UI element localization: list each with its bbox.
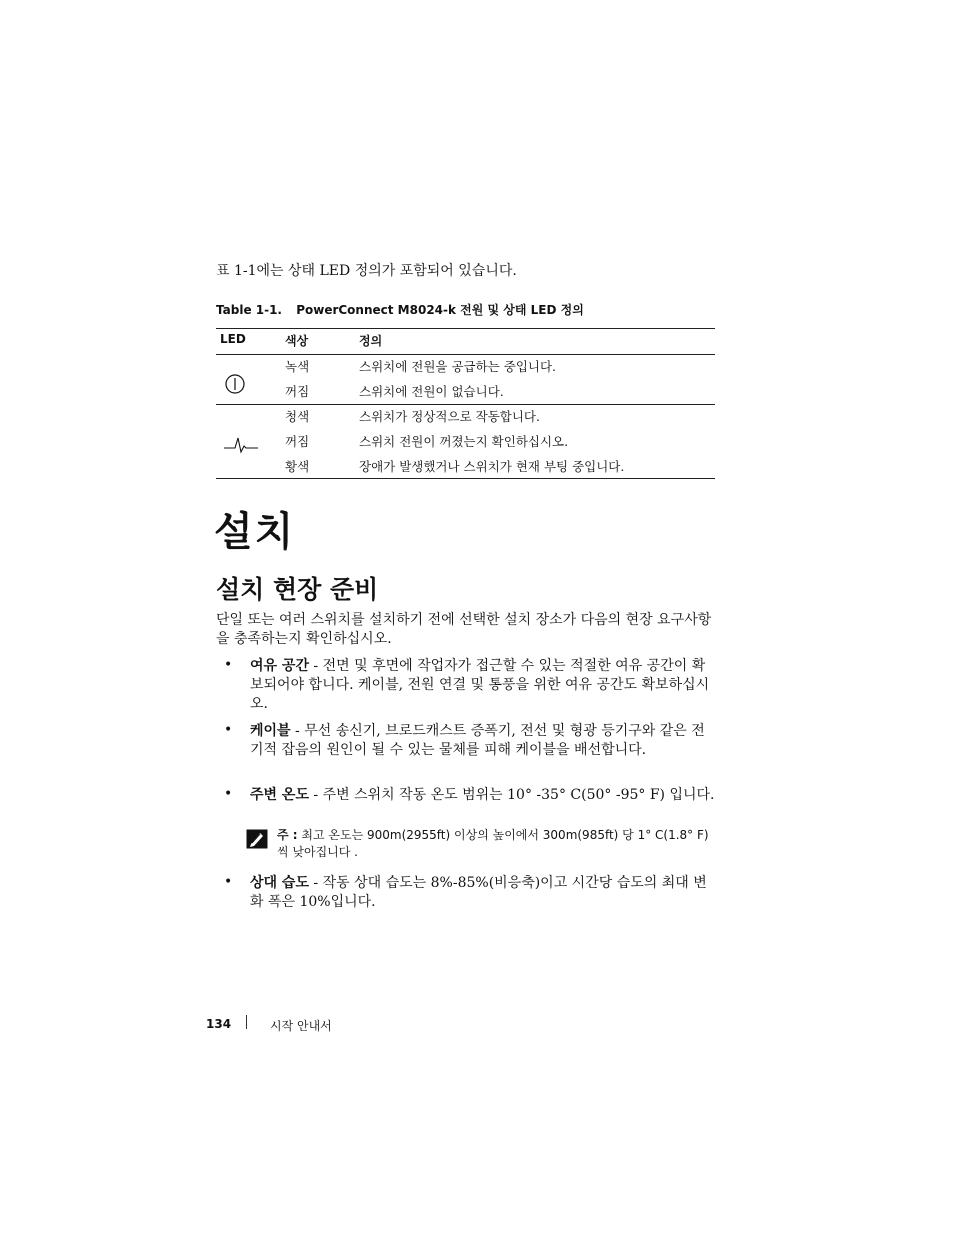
bullet-temperature	[250, 786, 716, 805]
header-led: LED	[220, 332, 246, 346]
bullet-term: 케이블	[250, 723, 291, 739]
table-caption	[216, 301, 584, 318]
power-row-1-definition: 스위치에 전원을 공급하는 중입니다.	[359, 359, 557, 374]
group-rule	[216, 404, 715, 405]
bullet-humidity	[250, 874, 716, 912]
power-row-2-definition: 스위치에 전원이 없습니다.	[359, 384, 504, 399]
bullet-clearance	[250, 657, 716, 714]
bullet-term: 여유 공간	[250, 658, 309, 674]
intro-text: 표 1-1에는 상태 LED 정의가 포함되어 있습니다.	[216, 263, 517, 279]
status-row-1-color: 청색	[285, 409, 310, 424]
note-temperature	[277, 827, 717, 861]
page-number: 134	[206, 1017, 232, 1031]
bullet-text: - 작동 상대 습도는 8%-85%(비응축)이고 시간당 습도의 최대 변화 폭은 10%입니다.	[250, 875, 707, 910]
header-rule	[216, 354, 715, 355]
intro-paragraph: 단일 또는 여러 스위치를 설치하기 전에 선택한 설치 장소가 다음의 현장 요구사항을 충족하는지 확인하십시오.	[216, 612, 712, 647]
note-label: 주 :	[277, 828, 298, 842]
note-text: 최고 온도는 900m(2955ft) 이상의 높이에서 300m(985ft) 당 1° C(1.8° F) 씩 낮아집니다 .	[277, 828, 709, 859]
bullet-cabling	[250, 722, 716, 760]
bullet-term: 상대 습도	[250, 875, 309, 891]
power-led-icon	[224, 373, 246, 395]
power-row-2-color: 꺼짐	[285, 384, 310, 399]
status-row-2-definition: 스위치 전원이 꺼졌는지 확인하십시오.	[359, 434, 569, 449]
footer-separator	[246, 1015, 247, 1029]
power-row-1-color: 녹색	[285, 359, 310, 374]
table-top-rule	[216, 328, 715, 329]
bullet-symbol: •	[224, 722, 233, 738]
table-caption-number: Table 1-1.	[216, 303, 282, 317]
bullet-text: - 주변 스위치 작동 온도 범위는 10° -35° C(50° -95° F) 입니다.	[308, 787, 715, 803]
subsection-title: 설치 현장 준비	[216, 575, 379, 604]
header-color: 색상	[285, 334, 309, 348]
status-row-3-definition: 장애가 발생했거나 스위치가 현재 부팅 중입니다.	[359, 459, 625, 474]
status-led-icon	[222, 434, 260, 454]
table-bottom-rule	[216, 478, 715, 479]
guide-title: 시작 안내서	[270, 1019, 332, 1033]
note-pencil-icon	[246, 829, 268, 849]
status-row-1-definition: 스위치가 정상적으로 작동합니다.	[359, 409, 540, 424]
bullet-symbol: •	[224, 657, 233, 673]
status-row-2-color: 꺼짐	[285, 434, 310, 449]
bullet-symbol: •	[224, 874, 233, 890]
bullet-term: 주변 온도	[250, 787, 309, 803]
table-caption-title: PowerConnect M8024-k 전원 및 상태 LED 정의	[296, 303, 584, 317]
bullet-symbol: •	[224, 786, 233, 802]
bullet-text: - 전면 및 후면에 작업자가 접근할 수 있는 적절한 여유 공간이 확보되어야 합니다. 케이블, 전원 연결 및 통풍을 위한 여유 공간도 확보하십시오.	[250, 658, 710, 712]
header-definition: 정의	[359, 334, 383, 348]
section-title: 설치	[214, 509, 296, 555]
status-row-3-color: 황색	[285, 459, 310, 474]
bullet-text: - 무선 송신기, 브로드캐스트 증폭기, 전선 및 형광 등기구와 같은 전기적 잡음의 원인이 될 수 있는 물체를 피해 케이블을 배선합니다.	[250, 723, 705, 758]
